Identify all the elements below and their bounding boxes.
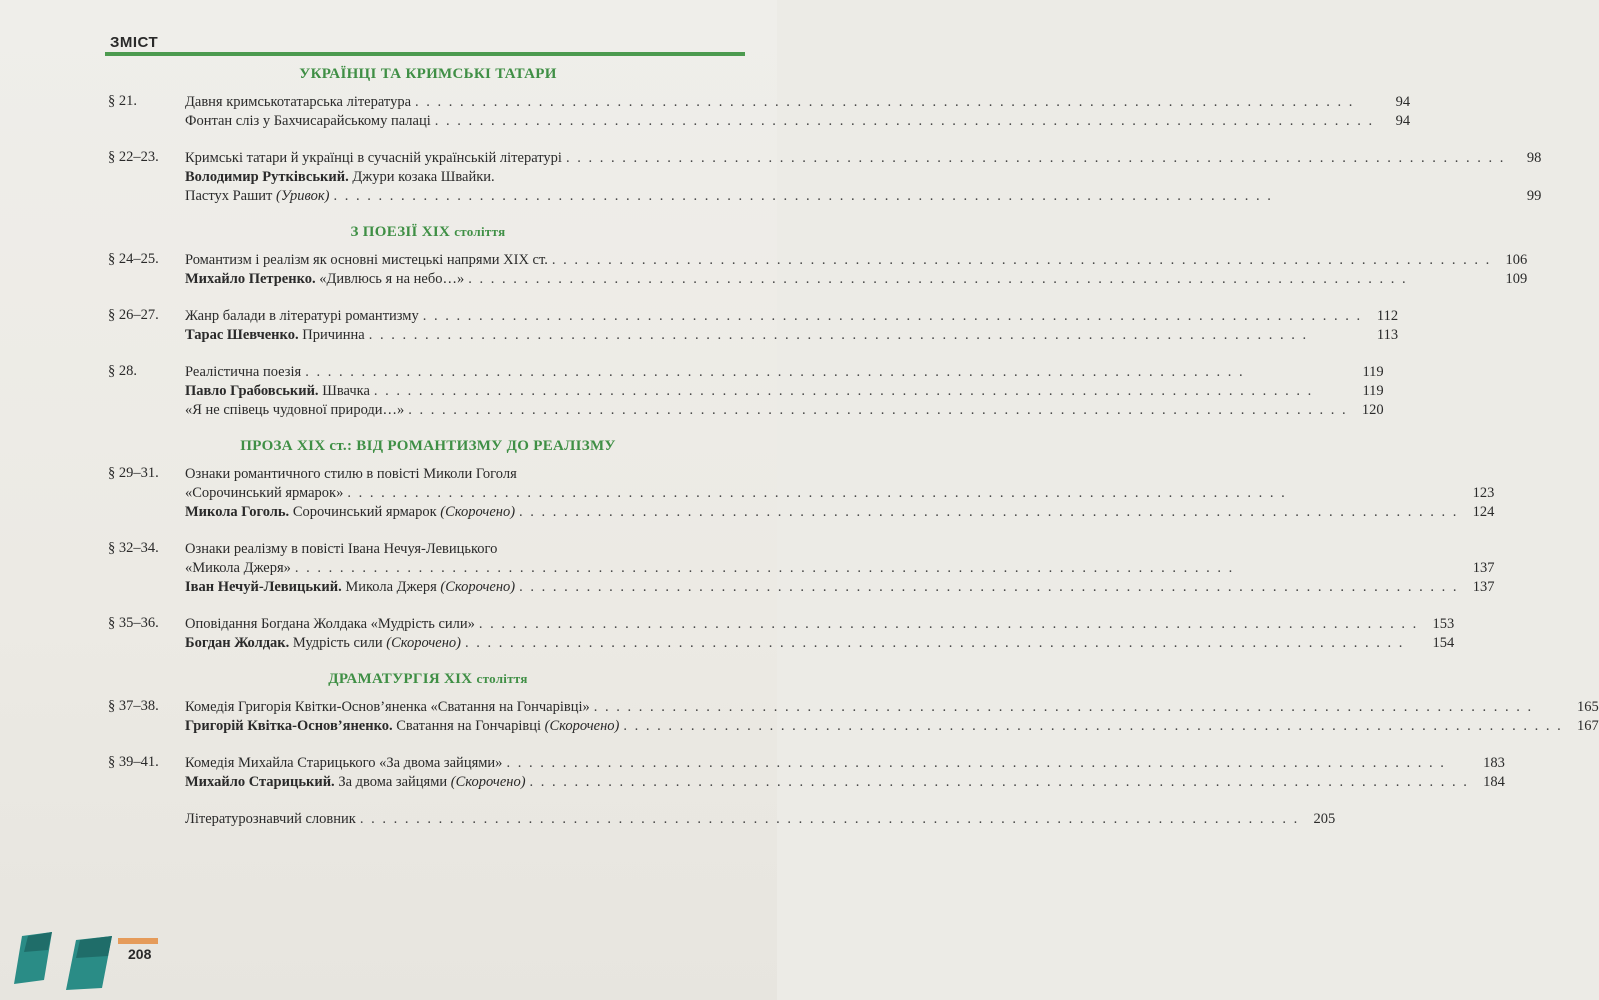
page-ref: 153 [1432, 616, 1455, 632]
leader-dots [408, 401, 1347, 420]
paragraph-number: § 29–31. [108, 465, 159, 481]
entry-title: За двома зайцями [338, 774, 448, 790]
page-number: 208 [128, 946, 152, 962]
leader-dots [552, 251, 1491, 270]
author-name: Михайло Петренко. [185, 271, 316, 287]
section-title-suffix: століття [476, 671, 528, 686]
toc-line[interactable] [185, 93, 1410, 112]
paragraph-number: § 24–25. [108, 251, 159, 267]
leader-dots [594, 698, 1563, 717]
toc-line[interactable] [185, 251, 1527, 270]
paragraph-number: § 22–23. [108, 149, 159, 165]
page-ref: 109 [1505, 271, 1528, 287]
author-name: Богдан Жолдак. [185, 635, 290, 651]
toc-line[interactable] [185, 270, 1527, 289]
paragraph-number: § 37–38. [108, 698, 159, 714]
paragraph-number: § 21. [108, 93, 137, 109]
toc-line[interactable] [185, 363, 1384, 382]
toc-line[interactable] [185, 326, 1398, 345]
page-ref: 183 [1483, 755, 1505, 771]
toc-line[interactable] [185, 112, 1410, 131]
page-ref: 119 [1362, 364, 1384, 380]
section-title [108, 438, 748, 455]
entry-title: Ознаки реалізму в повісті Івана Нечуя-Левицького [185, 541, 498, 557]
entry-title: «Я не співець чудовної природи…» [185, 402, 405, 418]
toc-line[interactable] [185, 187, 1541, 206]
entry-title: Комедія Григорія Квітки-Основ’яненка «Сватання на Гончарівці» [185, 699, 590, 715]
toc-entry [108, 465, 1495, 522]
leader-dots [623, 717, 1562, 736]
leader-dots [369, 326, 1362, 345]
toc-entry [108, 307, 1399, 345]
page-ref: 120 [1361, 402, 1384, 418]
leader-dots [479, 615, 1418, 634]
toc-entry [108, 540, 1495, 597]
toc-line[interactable] [185, 717, 1599, 736]
leader-dots [295, 559, 1459, 578]
leader-dots [468, 270, 1491, 289]
leader-dots [566, 149, 1505, 168]
page-ref: 165 [1576, 699, 1599, 715]
leader-dots [519, 578, 1458, 597]
page-ref: 113 [1376, 327, 1399, 343]
entry-title: Ознаки романтичного стилю в повісті Миколи Гоголя [185, 466, 517, 482]
page-ref: 154 [1432, 635, 1455, 651]
page-ref: 137 [1472, 560, 1495, 576]
paragraph-number: § 28. [108, 363, 137, 379]
toc-line[interactable] [185, 401, 1384, 420]
entry-note: (Скорочено) [440, 504, 516, 520]
table-of-contents [108, 58, 1599, 847]
author-name: Володимир Рутківський. [185, 169, 349, 185]
leader-dots [415, 93, 1374, 112]
toc-line[interactable] [185, 382, 1384, 401]
toc-line[interactable] [185, 578, 1494, 597]
section-title-main: З ПОЕЗІЇ XIX [350, 224, 451, 240]
toc-entry [108, 149, 1542, 206]
entry-title: Реалістична поезія [185, 364, 302, 380]
toc-line[interactable] [185, 149, 1541, 168]
author-name: Іван Нечуй-Левицький. [185, 579, 342, 595]
leader-dots [519, 503, 1458, 522]
toc-line[interactable] [185, 465, 1494, 484]
entry-title: Сорочинський ярмарок [292, 504, 437, 520]
entry-note: (Скорочено) [386, 635, 461, 651]
page-ref: 167 [1576, 718, 1599, 734]
page-ref: 124 [1472, 504, 1495, 520]
entry-note: (Скорочено) [544, 718, 620, 734]
section-title [108, 66, 748, 83]
toc-entry [108, 810, 1336, 829]
toc-line[interactable] [185, 754, 1505, 773]
entry-title: Причинна [302, 327, 365, 343]
section-title [108, 224, 748, 241]
toc-line[interactable] [185, 168, 1541, 187]
entry-title: Микола Джеря [345, 579, 437, 595]
entry-title: Давня кримськотатарська література [185, 94, 412, 110]
page-ref: 94 [1395, 94, 1411, 110]
page-ref: 99 [1526, 188, 1542, 204]
toc-line[interactable] [185, 484, 1494, 503]
toc-entry [108, 363, 1384, 420]
toc-line[interactable] [185, 634, 1454, 653]
toc-line[interactable] [185, 810, 1335, 829]
toc-entry [108, 93, 1411, 131]
header-rule [105, 52, 745, 56]
leader-dots [374, 382, 1348, 401]
toc-line[interactable] [185, 698, 1599, 717]
leader-dots [465, 634, 1418, 653]
toc-entry [108, 754, 1505, 792]
entry-note: (Уривок) [276, 188, 330, 204]
entry-title: Комедія Михайла Старицького «За двома зайцями» [185, 755, 503, 771]
section-title-main: УКРАЇНЦІ ТА КРИМСЬКІ ТАТАРИ [299, 66, 557, 82]
toc-line[interactable] [185, 307, 1398, 326]
page-ref: 112 [1376, 308, 1399, 324]
page-ref: 205 [1313, 811, 1336, 827]
footer-orange-bar [118, 938, 158, 944]
page-ref: 98 [1526, 150, 1542, 166]
entry-title: Кримські татари й українці в сучасній українській літературі [185, 150, 562, 166]
toc-entry [108, 698, 1599, 736]
toc-line[interactable] [185, 540, 1494, 559]
page-ref: 106 [1505, 252, 1528, 268]
page-ref: 94 [1395, 113, 1411, 129]
leader-dots [530, 773, 1469, 792]
leader-dots [435, 112, 1374, 131]
author-name: Тарас Шевченко. [185, 327, 299, 343]
paragraph-number: § 32–34. [108, 540, 159, 556]
entry-title: Швачка [322, 383, 370, 399]
entry-title: Романтизм і реалізм як основні мистецькі напрями XIX ст. [185, 252, 548, 268]
entry-title: «Дивлюсь я на небо…» [319, 271, 465, 287]
leader-dots [305, 363, 1347, 382]
header-label: ЗМІСТ [110, 34, 159, 51]
entry-title: Сватання на Гончарівці [396, 718, 541, 734]
leader-dots [347, 484, 1458, 503]
entry-title: Оповідання Богдана Жолдака «Мудрість сили» [185, 616, 475, 632]
entry-note: (Скорочено) [440, 579, 516, 595]
paragraph-number: § 35–36. [108, 615, 159, 631]
entry-title: Літературознавчий словник [185, 811, 356, 827]
paragraph-number: § 26–27. [108, 307, 159, 323]
entry-title: Джури козака Швайки. [352, 169, 495, 185]
toc-entry [108, 615, 1455, 653]
toc-line[interactable] [185, 615, 1454, 634]
entry-title: Пастух Рашит [185, 188, 273, 204]
footer-shape-right-dark [76, 936, 112, 958]
leader-dots [506, 754, 1468, 773]
leader-dots [333, 187, 1505, 206]
footer-shape-left-dark [24, 932, 52, 952]
entry-note: (Скорочено) [450, 774, 526, 790]
section-title-main: ПРОЗА XIX ст.: ВІД РОМАНТИЗМУ ДО РЕАЛІЗМУ [240, 438, 616, 454]
leader-dots [360, 810, 1299, 829]
toc-line[interactable] [185, 559, 1494, 578]
toc-line[interactable] [185, 503, 1494, 522]
toc-line[interactable] [185, 773, 1505, 792]
entry-title: «Сорочинський ярмарок» [185, 485, 344, 501]
paragraph-number: § 39–41. [108, 754, 159, 770]
entry-title: Фонтан сліз у Бахчисарайському палаці [185, 113, 431, 129]
section-title [108, 671, 748, 688]
page-ref: 137 [1472, 579, 1495, 595]
entry-title: Мудрість сили [292, 635, 383, 651]
section-title-main: ДРАМАТУРГІЯ XIX [328, 671, 473, 687]
author-name: Павло Грабовський. [185, 383, 319, 399]
author-name: Михайло Старицький. [185, 774, 335, 790]
page-ref: 184 [1483, 774, 1505, 790]
page-ref: 119 [1362, 383, 1384, 399]
toc-entry [108, 251, 1528, 289]
paragraph-number [108, 810, 185, 829]
page-ref: 123 [1472, 485, 1495, 501]
entry-title: Жанр балади в літературі романтизму [185, 308, 419, 324]
leader-dots [423, 307, 1362, 326]
author-name: Микола Гоголь. [185, 504, 290, 520]
section-title-suffix: століття [454, 224, 506, 239]
entry-title: «Микола Джеря» [185, 560, 291, 576]
author-name: Григорій Квітка-Основ’яненко. [185, 718, 393, 734]
